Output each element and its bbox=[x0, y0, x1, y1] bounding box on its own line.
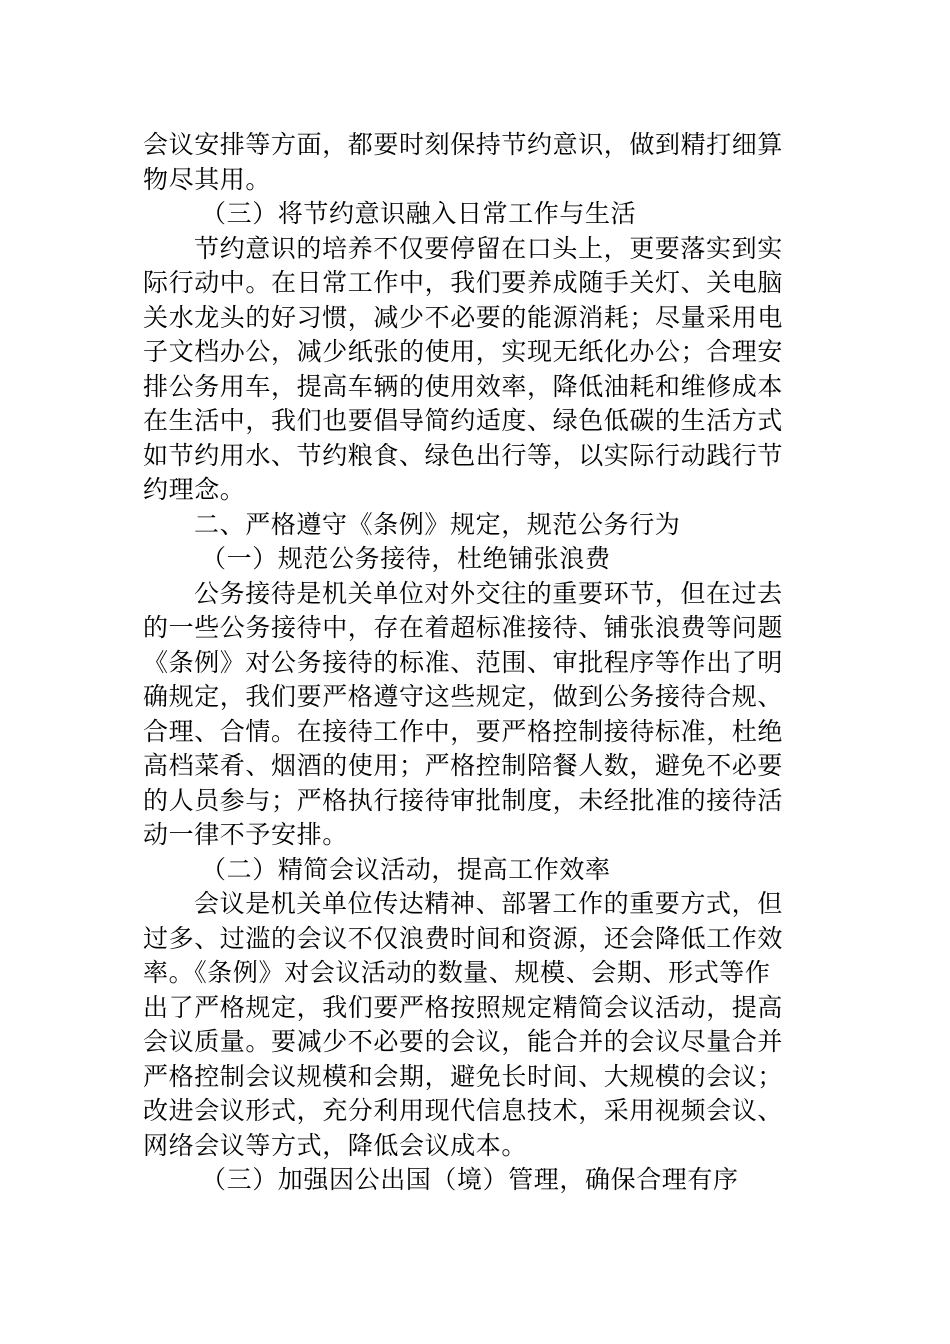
text-line: 的一些公务接待中，存在着超标准接待、铺张浪费等问题 bbox=[143, 613, 784, 642]
text-line: 会议质量。要减少不必要的会议，能合并的会议尽量合并 bbox=[143, 1027, 784, 1056]
text-line: 严格控制会议规模和会期，避免长时间、大规模的会议； bbox=[143, 1061, 784, 1091]
subsection-heading: （三）加强因公出国（境）管理，确保合理有序 bbox=[201, 1165, 739, 1194]
text-line: 动一律不予安排。 bbox=[143, 820, 348, 849]
paragraph-start: 会议是机关单位传达精神、部署工作的重要方式，但 bbox=[194, 889, 783, 918]
text-line: 出了严格规定，我们要严格按照规定精简会议活动，提高 bbox=[143, 992, 784, 1022]
text-line: 际行动中。在日常工作中，我们要养成随手关灯、关电脑 bbox=[143, 268, 784, 297]
text-line: 网络会议等方式，降低会议成本。 bbox=[143, 1130, 528, 1160]
paragraph-start: 公务接待是机关单位对外交往的重要环节，但在过去 bbox=[194, 578, 783, 608]
text-line: 子文档办公，减少纸张的使用，实现无纸化办公；合理安 bbox=[143, 337, 784, 366]
subsection-heading: （三）将节约意识融入日常工作与生活 bbox=[201, 199, 637, 228]
subsection-heading: （一）规范公务接待，杜绝铺张浪费 bbox=[201, 544, 611, 573]
text-line: 改进会议形式，充分利用现代信息技术，采用视频会议、 bbox=[143, 1096, 784, 1125]
text-line: 合理、合情。在接待工作中，要严格控制接待标准，杜绝 bbox=[143, 716, 784, 746]
text-line: 关水龙头的好习惯，减少不必要的能源消耗；尽量采用电 bbox=[143, 302, 784, 332]
text-line: 约理念。 bbox=[143, 475, 246, 504]
text-line: 确规定，我们要严格遵守这些规定，做到公务接待合规、 bbox=[143, 682, 784, 711]
text-line: 如节约用水、节约粮食、绿色出行等，以实际行动践行节 bbox=[143, 440, 784, 470]
text-line: 高档菜肴、烟酒的使用；严格控制陪餐人数，避免不必要 bbox=[143, 751, 784, 780]
text-line: 在生活中，我们也要倡导简约适度、绿色低碳的生活方式 bbox=[143, 406, 784, 435]
paragraph-start: 节约意识的培养不仅要停留在口头上，更要落实到实 bbox=[194, 233, 783, 263]
text-line: 《条例》对公务接待的标准、范围、审批程序等作出了明 bbox=[143, 647, 784, 677]
text-line: 率。《条例》对会议活动的数量、规模、会期、形式等作 bbox=[143, 958, 771, 987]
text-line: 过多、过滥的会议不仅浪费时间和资源，还会降低工作效 bbox=[143, 923, 784, 953]
text-line: 物尽其用。 bbox=[143, 164, 272, 194]
text-line: 排公务用车，提高车辆的使用效率，降低油耗和维修成本 bbox=[143, 371, 784, 401]
subsection-heading: （二）精简会议活动，提高工作效率 bbox=[201, 854, 611, 884]
document-body bbox=[143, 128, 809, 1198]
text-line: 会议安排等方面，都要时刻保持节约意识，做到精打细算 bbox=[143, 130, 784, 159]
text-line: 的人员参与；严格执行接待审批制度，未经批准的接待活 bbox=[143, 785, 784, 815]
section-heading: 二、严格遵守《条例》规定，规范公务行为 bbox=[194, 509, 681, 539]
